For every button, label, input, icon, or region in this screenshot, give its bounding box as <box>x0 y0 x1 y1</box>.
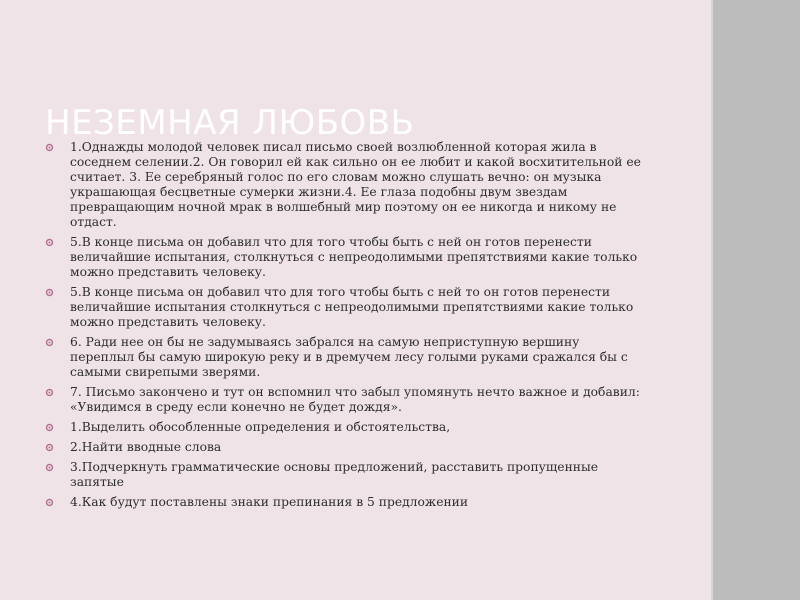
circle-bullet-icon <box>45 423 54 432</box>
list-item <box>45 385 645 415</box>
circle-bullet-icon <box>45 388 54 397</box>
list-item-text: 6. Ради нее он бы не задумываясь забрался на самую неприступную вершину переплыл бы самую широкую реку и в дремучем лесу голыми руками сражался бы с самыми свирепыми зверями. <box>70 335 628 379</box>
list-item <box>45 420 645 435</box>
list-item-text: 2.Найти вводные слова <box>70 440 222 454</box>
slide-title: НЕЗЕМНАЯ ЛЮБОВЬ <box>45 102 415 143</box>
list-item <box>45 285 645 330</box>
list-item-text: 5.В конце письма он добавил что для того чтобы быть с ней то он готов перенести величайшие испытания столкнуться с непреодолимыми препятствиями какие только можно представить человеку. <box>70 285 634 329</box>
circle-bullet-icon <box>45 443 54 452</box>
right-sidebar-band <box>711 0 800 600</box>
list-item-text: 1.Однажды молодой человек писал письмо своей возлюбленной которая жила в соседнем селении.2. Он говорил ей как сильно он ее любит и какой восхитительной ее считает. 3. Ее серебряный голос по его словам можно слушать вечно: он музыка украшающая бесцветные сумерки жизни.4. Ее глаза подобны двум звездам превращающим ночной мрак в волшебный мир поэтому он ее никогда и никому не отдаст. <box>70 140 641 229</box>
circle-bullet-icon <box>45 338 54 347</box>
list-item <box>45 495 645 510</box>
circle-bullet-icon <box>45 288 54 297</box>
circle-bullet-icon <box>45 498 54 507</box>
circle-bullet-icon <box>45 143 54 152</box>
sidebar-divider <box>711 0 713 600</box>
list-item-text: 7. Письмо закончено и тут он вспомнил что забыл упомянуть нечто важное и добавил: «Увидимся в среду если конечно не будет дождя». <box>70 385 640 414</box>
circle-bullet-icon <box>45 238 54 247</box>
list-item <box>45 235 645 280</box>
list-item <box>45 335 645 380</box>
list-item <box>45 440 645 455</box>
list-item <box>45 460 645 490</box>
list-item-text: 3.Подчеркнуть грамматические основы предложений, расставить пропущенные запятые <box>70 460 599 489</box>
list-item <box>45 140 645 230</box>
circle-bullet-icon <box>45 463 54 472</box>
list-item-text: 4.Как будут поставлены знаки препинания в 5 предложении <box>70 495 469 509</box>
list-item-text: 1.Выделить обособленные определения и обстоятельства, <box>70 420 451 434</box>
bullet-list <box>45 140 645 515</box>
list-item-text: 5.В конце письма он добавил что для того чтобы быть с ней он готов перенести величайшие испытания, столкнуться с непреодолимыми препятствиями какие только можно представить человеку. <box>70 235 638 279</box>
